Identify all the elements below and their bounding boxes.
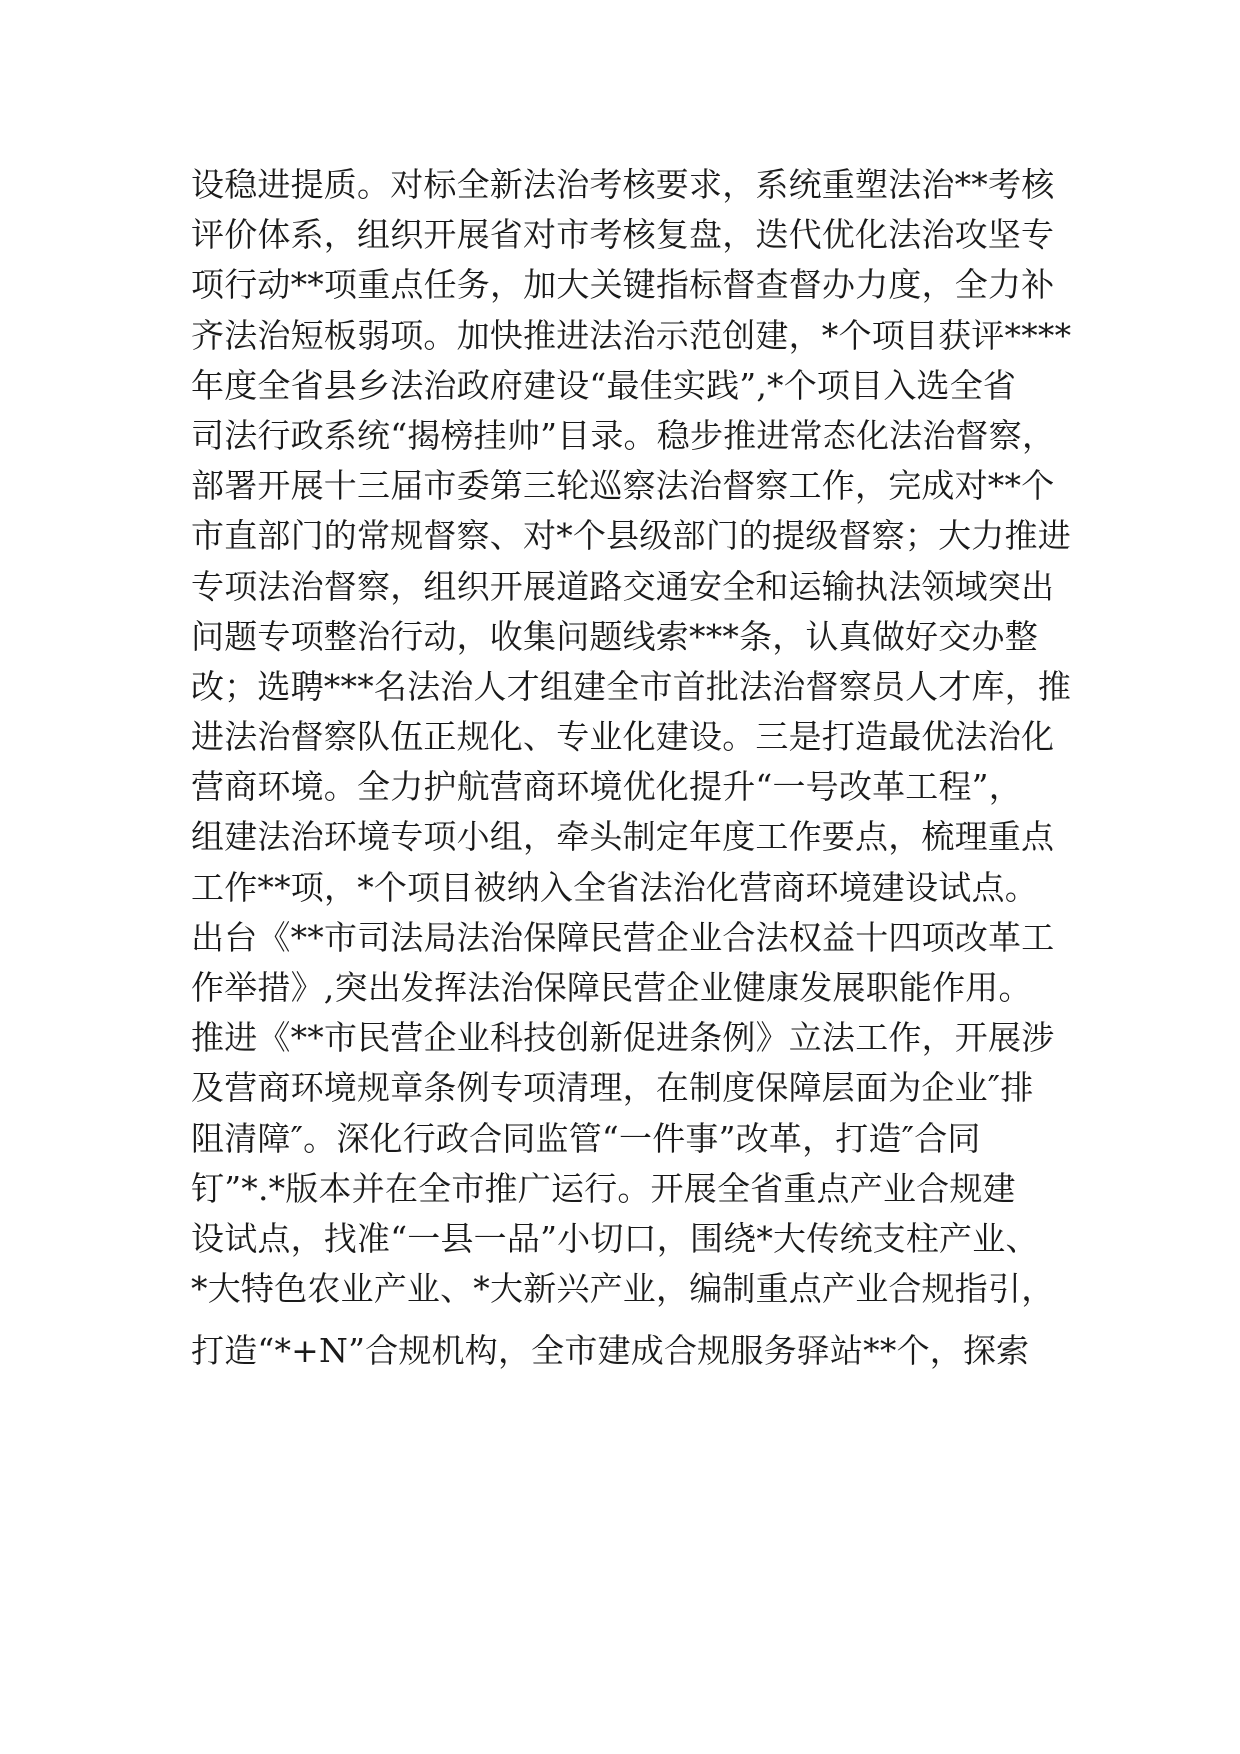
- text-line: 项行动**项重点任务，加大关键指标督查督办力度，全力补: [191, 265, 1055, 305]
- text-line: 专项法治督察，组织开展道路交通安全和运输执法领域突出: [191, 566, 1055, 606]
- text-line: *大特色农业产业、*大新兴产业，编制重点产业合规指引，: [191, 1269, 1055, 1309]
- text-line: 问题专项整治行动，收集问题线索***条，认真做好交办整: [191, 616, 1038, 656]
- text-line: 阻清障″。深化行政合同监管“一件事”改革，打造″合同: [191, 1118, 981, 1158]
- text-line: 工作**项，*个项目被纳入全省法治化营商环境建设试点。: [191, 867, 1038, 907]
- body-text: [191, 160, 1071, 1377]
- text-line: 司法行政系统“揭榜挂帅”目录。稳步推进常态化法治督察，: [191, 415, 1056, 455]
- text-line: 营商环境。全力护航营商环境优化提升“一号改革工程”，: [191, 767, 1022, 807]
- text-line: 市直部门的常规督察、对*个县级部门的提级督察；大力推进: [191, 516, 1071, 556]
- text-line: 组建法治环境专项小组，牵头制定年度工作要点，梳理重点: [191, 817, 1055, 857]
- text-line: 及营商环境规章条例专项清理，在制度保障层面为企业″排: [191, 1068, 1034, 1108]
- text-line: 推进《**市民营企业科技创新促进条例》立法工作，开展涉: [191, 1018, 1055, 1058]
- text-line: 打造“*+N”合规机构，全市建成合规服务驿站**个，探索: [191, 1331, 1030, 1371]
- text-line: 出台《**市司法局法治保障民营企业合法权益十四项改革工: [191, 917, 1055, 957]
- text-line: 评价体系，组织开展省对市考核复盘，迭代优化法治攻坚专: [191, 215, 1055, 255]
- text-line: 设试点，找准“一县一品”小切口，围绕*大传统支柱产业、: [191, 1218, 1039, 1258]
- text-line: 钉”*.*版本并在全市推广运行。开展全省重点产业合规建: [191, 1168, 1016, 1208]
- text-line: 年度全省县乡法治政府建设“最佳实践”,*个项目入选全省: [191, 365, 1017, 405]
- text-line: 齐法治短板弱项。加快推进法治示范创建，*个项目获评****: [191, 315, 1072, 355]
- text-line: 改；选聘***名法治人才组建全市首批法治督察员人才库，推: [191, 666, 1072, 706]
- text-line: 设稳进提质。对标全新法治考核要求，系统重塑法治**考核: [191, 165, 1055, 204]
- text-line: 部署开展十三届市委第三轮巡察法治督察工作，完成对**个: [191, 466, 1055, 506]
- text-line: 进法治督察队伍正规化、专业化建设。三是打造最优法治化: [191, 717, 1055, 757]
- text-line: 作举措》,突出发挥法治保障民营企业健康发展职能作用。: [191, 968, 1032, 1007]
